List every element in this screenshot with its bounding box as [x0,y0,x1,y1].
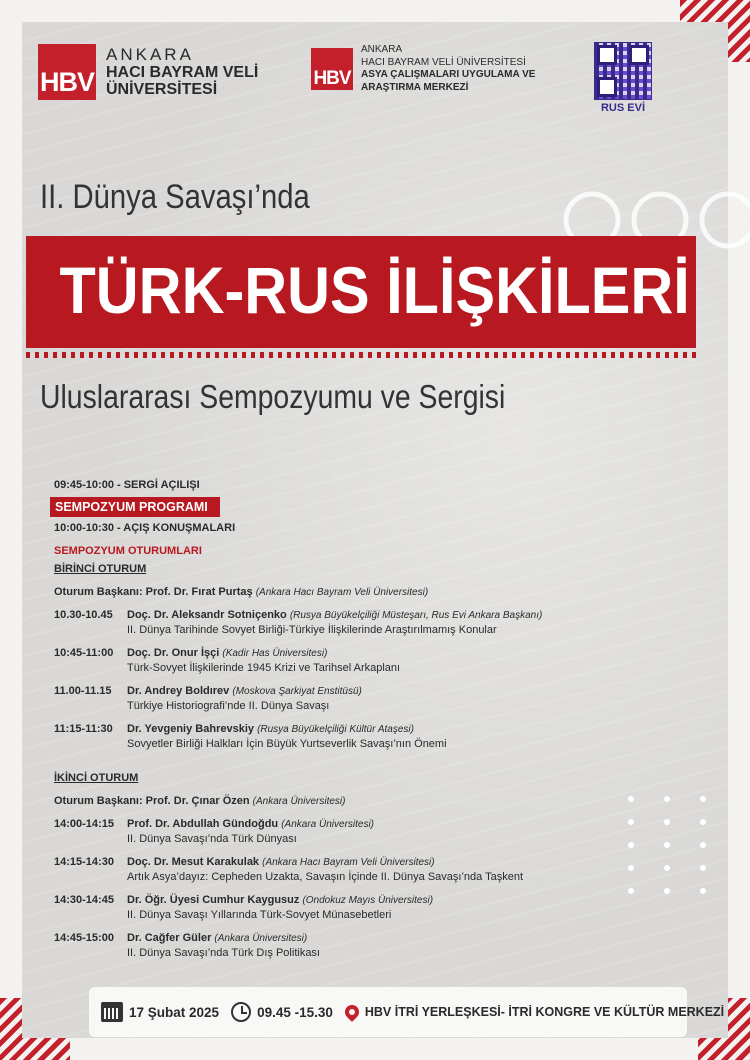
calendar-icon [101,1002,123,1022]
talk-row: 10:45-11:00 Doç. Dr. Onur İşçi (Kadir Has Üniversitesi) Türk-Sovyet İlişkilerinde 1945 Krizi ve Tarihsel Arkaplanı [54,647,401,674]
opening-speeches: 10:00-10:30 - AÇIŞ KONUŞMALARI [54,522,236,535]
talk-row: 14:30-14:45 Dr. Öğr. Üyesi Cumhur Kaygusuz (Ondokuz Mayıs Üniversitesi) II. Dünya Savaşı Yıllarında Türk-Sovyet Münasebetleri [54,894,434,921]
session1-title: BİRİNCİ OTURUM [54,563,147,576]
location-text: HBV İTRİ YERLEŞKESİ- İTRİ KONGRE VE KÜLTÜR MERKEZİ [364,1005,725,1019]
talk-row: 11.00-11.15 Dr. Andrey Boldırev (Moskova Şarkiyat Enstitüsü) Türkiye Historiografi’nde II. Dünya Savaşı [54,685,362,712]
event-info-bar [89,987,725,1037]
title-pre: II. Dünya Savaşı’nda [40,178,310,216]
time-text: 09.45 -15.30 [257,1004,333,1020]
logo-line-ankara: ANKARA [106,44,194,64]
talk-row: 14:45-15:00 Dr. Cağfer Güler (Ankara Üniversitesi) II. Dünya Savaşı’nda Türk Dış Politikası [54,932,320,959]
sessions-title: SEMPOZYUM OTURUMLARI [54,544,202,557]
talk-row: 14:00-14:15 Prof. Dr. Abdullah Gündoğdu (Ankara Üniversitesi) II. Dünya Savaşı’nda Türk Dünyası [54,818,375,845]
center-line-3: ASYA ÇALIŞMALARI UYGULAMA VE [361,69,536,80]
hbv-logo-mark-small: HBV [311,48,353,90]
center-line-2: HACI BAYRAM VELİ ÜNİVERSİTESİ [361,56,526,68]
rus-evi-qr-icon [594,42,652,100]
opening-exhibition: 09:45-10:00 - SERGİ AÇILIŞI [54,479,200,491]
logo-line-name: HACI BAYRAM VELİ [106,63,259,81]
university-logo [38,44,258,100]
event-date [101,1002,219,1022]
talk-row: 11:15-11:30 Dr. Yevgeniy Bahrevskiy (Rusya Büyükelçiliği Kültür Ataşesi) Sovyetler Birliği Halkları İçin Büyük Yurtseverlik Savaşı’nın Önemi [54,723,447,750]
title-banner [26,236,696,348]
event-time [231,1002,333,1022]
program-title-badge: SEMPOZYUM PROGRAMI [50,497,220,518]
research-center-logo [311,44,535,94]
center-line-4: ARAŞTIRMA MERKEZİ [361,81,469,93]
program [54,478,694,960]
decorative-dot-grid [628,796,706,894]
talk-row: 10.30-10.45 Doç. Dr. Aleksandr Sotniçenko (Rusya Büyükelçiliği Müsteşarı, Rus Evi Ankara Başkanı) II. Dünya Tarihinde Sovyet Birliği-Türkiye İlişkilerinde Araştırılmamış Konular [54,609,543,636]
session2-chair: Oturum Başkanı: Prof. Dr. Çınar Özen (Ankara Üniversitesi) [54,794,346,807]
center-line-1: ANKARA [361,44,403,55]
hbv-logo-mark: HBV [38,44,96,100]
talk-row: 14:15-14:30 Doç. Dr. Mesut Karakulak (Ankara Hacı Bayram Veli Üniversitesi) Artık Asya’dayız: Cepheden Uzakta, Savaşın İçinde II. Dünya Savaşı’nda Taşkent [54,856,524,883]
rus-evi-logo [594,42,652,114]
event-location [345,1005,724,1019]
session2-title: İKİNCİ OTURUM [54,772,139,785]
main-title: TÜRK-RUS İLİŞKİLERİ [59,253,690,327]
session1-chair: Oturum Başkanı: Prof. Dr. Fırat Purtaş (Ankara Hacı Bayram Veli Üniversitesi) [54,585,429,598]
rus-evi-label: RUS EVİ [600,102,645,114]
logo-line-university: ÜNİVERSİTESİ [106,81,218,99]
banner-dots [26,352,696,358]
title-sub: Uluslararası Sempozyumu ve Sergisi [40,378,506,415]
location-pin-icon [342,1002,362,1022]
date-text: 17 Şubat 2025 [129,1004,220,1020]
clock-icon [231,1002,251,1022]
